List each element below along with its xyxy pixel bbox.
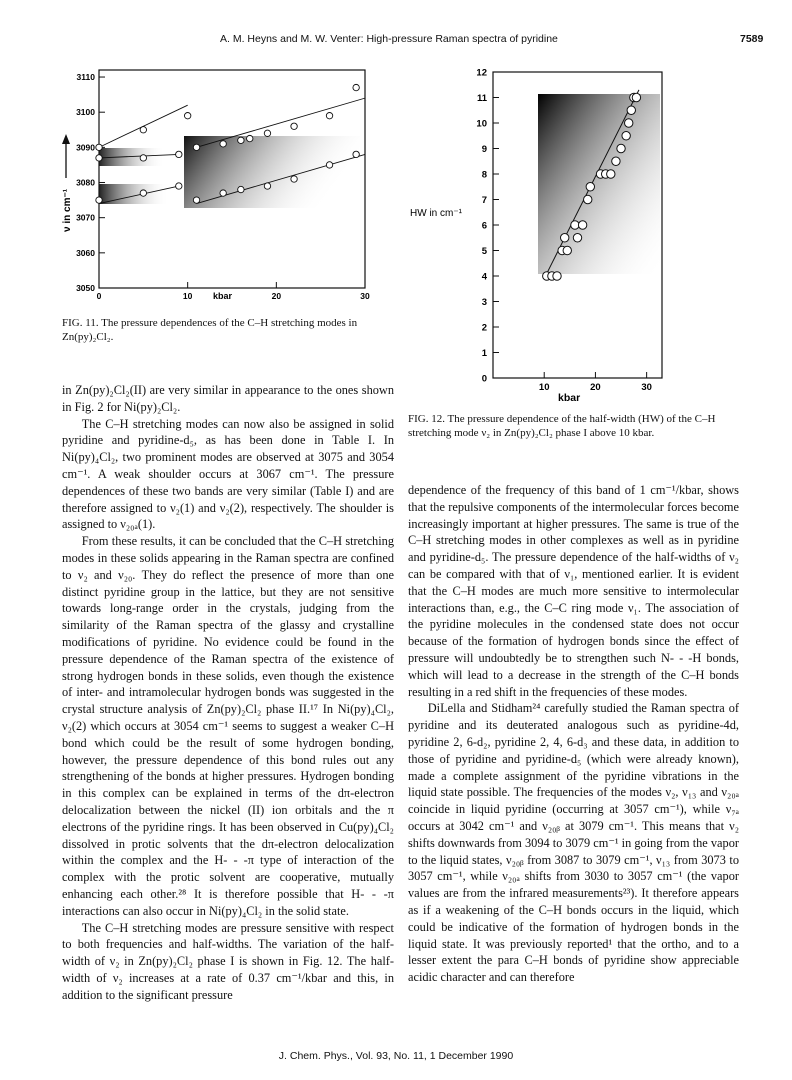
fig12-axes [476, 68, 662, 394]
body-paragraph: The C–H stretching modes can now also be assigned in solid pyridine and pyridine-d₅, as has been done in Table I. In Ni(py)₄Cl₂, two prominent modes are observed at 3075 and 3054 cm⁻¹. A weak shoulder occurs at 3067 cm⁻¹. The pressure dependences of these two bands are very similar (Table I) and are therefore assigned to ν₂(1) and ν₂(2), respectively. The shoulder is assigned to ν₂₀ₐ(1). [62, 416, 394, 532]
fig12-y-tick-label: 12 [476, 67, 487, 79]
fig12-data-point [632, 93, 640, 101]
fig12-y-tick-label: 7 [481, 195, 487, 206]
fig11-data-point [291, 123, 297, 129]
fig12-data-points [543, 93, 641, 280]
fig12-y-tick-label: 8 [481, 169, 487, 181]
running-title: A. M. Heyns and M. W. Venter: High-pressure Raman spectra of pyridine [220, 33, 558, 45]
fig11-data-point [220, 141, 226, 147]
fig11-axes [76, 70, 370, 301]
fig11-data-point [264, 130, 270, 136]
fig12-y-tick-label: 10 [476, 118, 487, 130]
fig11-data-point [140, 190, 146, 196]
fig12-y-tick-label: 11 [476, 93, 487, 104]
fig12-data-point [622, 132, 630, 140]
fig12-x-tick-label: 30 [641, 382, 652, 393]
fig11-shading [99, 136, 360, 208]
fig11-data-point [176, 183, 182, 189]
fig12-y-tick-label: 3 [481, 297, 487, 308]
fig11-data-point [326, 113, 332, 119]
fig12-data-point [584, 195, 592, 203]
fig11-data-point [353, 84, 359, 90]
fig11-data-point [326, 162, 332, 168]
fig11-fit-line [197, 154, 365, 203]
fig12-y-axis-label: HW in cm⁻¹ [410, 208, 462, 219]
fig11-fit-line [99, 105, 188, 147]
fig12-shading [538, 94, 660, 274]
body-paragraph: dependence of the frequency of this band of 1 cm⁻¹/kbar, shows that the repulsive components of the intermolecular forces become increasingly important at higher pressures. The same is true of the C–H stretching modes in other complexes as well as in pyridine and pyridine-d₅. The pressure dependence of the half-widths of ν₂ can be compared with that of ν₁, mentioned earlier. It is evident that the C–H modes are much more sensitive to intermolecular interactions than, e.g., the C–C ring mode ν₁. The association of the pyridine molecules in the condensed state does not occur because of the formation of hydrogen bonds since the effect of pressure will undoubtedly be to strengthen such N- - -H bonds, which will lead to a decrease in the strength of the C–H bonds resulting in a red shift in the frequencies of these modes. [408, 483, 739, 699]
fig12-frame [493, 72, 662, 378]
fig11-x-tick-label: 30 [360, 291, 370, 301]
fig12-fit-line [544, 90, 639, 279]
fig12-data-point [586, 183, 594, 191]
fig11-y-tick-label: 3060 [76, 247, 95, 258]
page-footer: J. Chem. Phys., Vol. 93, No. 11, 1 December 1990 [278, 1050, 514, 1062]
fig11-y-axis-label: ν in cm⁻¹ [62, 188, 73, 232]
fig12-y-tick-label: 9 [481, 144, 487, 155]
fig11-x-tick-label: 20 [271, 291, 282, 301]
fig12-data-point [625, 119, 633, 127]
fig12-data-point [573, 234, 581, 242]
fig11-data-point [247, 135, 253, 141]
fig12-y-tick-label: 6 [481, 220, 487, 232]
fig12-x-axis-label: kbar [558, 392, 581, 404]
body-column-left [62, 382, 394, 1003]
fig11-fit-line [99, 186, 179, 204]
fig11-data-point [176, 151, 182, 157]
fig12-data-point [627, 106, 635, 114]
fig12-data-point [558, 246, 566, 254]
fig11-data-point [96, 155, 102, 161]
fig11-data-point [264, 183, 270, 189]
fig12-y-tick-label: 4 [481, 271, 487, 283]
fig11-data-point [238, 186, 244, 192]
fig11-fit-line [99, 154, 179, 158]
fig12-data-point [571, 221, 579, 229]
fig11-data-point [140, 127, 146, 133]
fig12-y-tick-label: 2 [481, 322, 487, 334]
fig11-data-point [238, 137, 244, 143]
fig11-data-point [140, 155, 146, 161]
fig11-data-point [96, 197, 102, 203]
fig11-y-tick-label: 3080 [76, 177, 95, 188]
fig12-data-point [612, 157, 620, 165]
fig12-data-point [553, 272, 561, 280]
body-paragraph: DiLella and Stidham²⁴ carefully studied the Raman spectra of pyridine and its deuterated analogous such as pyridine-4d, pyridine 2, 6-d₂, pyridine 2, 4, 6-d₃ and these data, in addition to those of pyridine and pyridine-d₅ (which were already known), made a complete assignment of the pyridine vibrations in the liquid state possible. The frequencies of the modes ν₂, ν₁₃ and ν₂₀ₐ coincide in liquid pyridine (occurring at 3057 cm⁻¹), while ν₇ₐ occurs at 3042 cm⁻¹ and ν₂₀ᵦ at 3079 cm⁻¹. This means that ν₂ shifts downwards from 3094 to 3079 cm⁻¹ in going from the vapor to the liquid states, ν₂₀ᵦ from 3087 to 3079 cm⁻¹, ν₁₃ from 3073 to 3057 cm⁻¹, while ν₂₀ₐ shifts from 3030 to 3057 cm⁻¹ (the vapor values are from the infrared measurements²³). It therefore appears as if a weakening of the C–H bonds occurs in the liquid, which could be indicative of the formation of hydrogen bonds in the liquid state. It was previously reported¹ that the ortho, and to a lesser extent the para C–H bonds of pyridine show appreciable acidic character and can therefore [408, 701, 739, 985]
fig12-y-tick-label: 0 [481, 373, 487, 385]
fig11-fit-lines [99, 98, 365, 203]
fig12-data-point [607, 170, 615, 178]
fig12-data-point [630, 93, 638, 101]
fig11-x-tick-label: 0 [96, 291, 102, 301]
fig11-y-arrow [62, 134, 70, 178]
fig11-data-point [193, 197, 199, 203]
fig11-fit-line [197, 98, 365, 147]
fig11-x-axis-label: kbar [213, 291, 233, 301]
fig12-data-point [548, 272, 556, 280]
body-paragraph: The C–H stretching modes are pressure sensitive with respect to both frequencies and half-widths. The variation of the half-width of ν₂ in Zn(py)₂Cl₂ phase I is shown in Fig. 12. The half-width of ν₂ increases at a rate of 0.37 cm⁻¹/kbar and this, in addition to the significant pressure [62, 920, 394, 1002]
fig11-data-points [96, 84, 360, 203]
fig12-x-tick-label: 10 [538, 382, 550, 393]
body-paragraph: From these results, it can be concluded that the C–H stretching modes in these solids appearing in the Raman spectra are confined to ν₂ and ν₂₀. They do reflect the presence of more than one distinct pyridine group in the lattice, but they are not sensitive towards long-range order in the crystals, judging from the similarity of the Raman spectra of the glassy and crystalline modifications of pyridine. No evidence could be found in the pressure dependence of the Raman spectra of the existence of strong hydrogen bonds in these solids, even though the existence of inter- and intramolecular hydrogen bonds was suggested in the crystal structure analysis of Zn(py)₂Cl₂ phase II.¹⁷ In Ni(py)₄Cl₂, ν₂(2) which occurs at 3054 cm⁻¹ seems to suggest a weaker C–H bond which could be the result of some hydrogen bonding, however, the pressure dependence of this bond rules out any strengthening of the bonds at higher pressures. Hydrogen bonding in this complex can be explained in terms of the dπ-electron delocalization between the nickel (II) ion orbitals and the π electrons of the pyridine rings. It has been observed in Cu(py)₄Cl₂ dissolved in protic solvents that the dπ-electron delocalization within the complex and the H- - -π type of interaction of the complex with the protic solvent are cooperative, mutually enhancing each other.²⁸ It is therefore possible that H- - -π interactions can also occur in Ni(py)₄Cl₂ in the solid state. [62, 534, 394, 918]
fig12-data-point [563, 246, 571, 254]
fig11-data-point [96, 144, 102, 150]
page-number: 7589 [740, 33, 764, 45]
fig11-y-tick-label: 3100 [76, 107, 95, 118]
fig12-data-point [617, 144, 625, 152]
fig12-data-point [601, 170, 609, 178]
fig12-fit-line [544, 90, 639, 279]
fig11-y-tick-label: 3110 [76, 72, 95, 83]
fig11-frame [99, 70, 365, 288]
fig11-x-tick-label: 10 [182, 291, 193, 301]
fig12-data-point [596, 170, 604, 178]
fig12-y-tick-label: 1 [481, 348, 487, 359]
fig11-data-point [220, 190, 226, 196]
fig11-y-tick-label: 3050 [76, 283, 95, 293]
fig12-data-point [560, 234, 568, 242]
fig12-x-tick-label: 20 [590, 382, 601, 393]
fig11-y-tick-label: 3070 [76, 212, 95, 223]
body-column-right [408, 482, 739, 986]
fig12-data-point [578, 221, 586, 229]
page-header [0, 33, 792, 49]
fig12-y-tick-label: 5 [481, 246, 487, 257]
body-paragraph: in Zn(py)₂Cl₂(II) are very similar in appearance to the ones shown in Fig. 2 for Ni(py)₂Cl₂. [62, 383, 394, 414]
fig11-data-point [184, 113, 190, 119]
fig11-caption: FIG. 11. The pressure dependences of the C–H stretching modes in Zn(py)₂Cl₂. [62, 317, 358, 343]
fig11-data-point [291, 176, 297, 182]
fig11-data-point [353, 151, 359, 157]
fig12-caption: FIG. 12. The pressure dependence of the half-width (HW) of the C–H stretching mode ν₂ in Zn(py)₂Cl₂ phase I above 10 kbar. [408, 413, 716, 439]
fig11-data-point [193, 144, 199, 150]
fig12-data-point [543, 272, 551, 280]
fig11-y-tick-label: 3090 [76, 142, 95, 153]
